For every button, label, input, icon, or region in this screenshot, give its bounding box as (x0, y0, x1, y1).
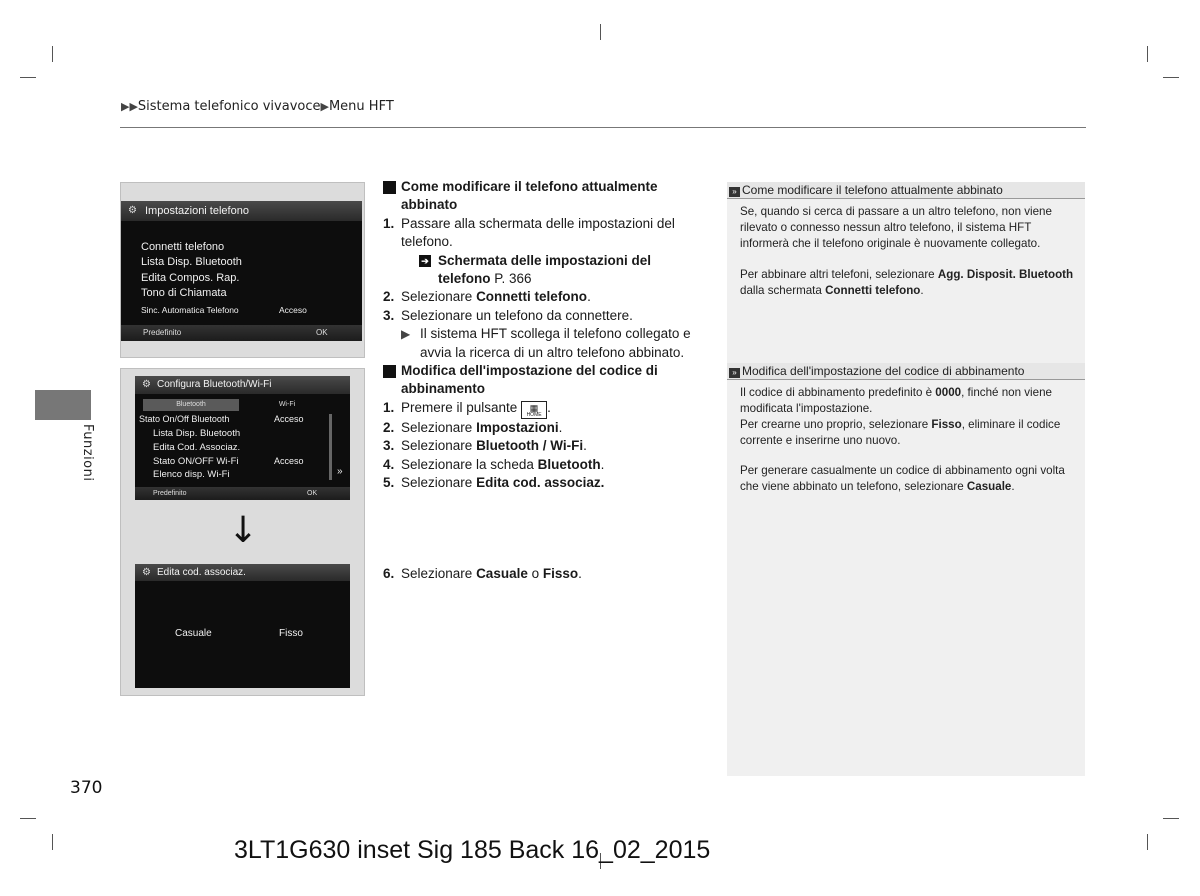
default-label: Predefinito (143, 328, 182, 337)
note-arrow-icon: ▶ (401, 327, 411, 342)
step: 5. Selezionare Edita cod. associaz. (383, 475, 605, 491)
step-note: ▶ Il sistema HFT scollega il telefono collegato e avvia la ricerca di un altro telefono abbinato. (401, 326, 691, 360)
phone-settings-screen (121, 201, 362, 341)
settings-icon: ⚙ (128, 205, 137, 216)
print-slug: 3LT1G630 inset Sig 185 Back 16_02_2015 (234, 836, 711, 864)
default-label: Predefinito (153, 490, 187, 497)
section-marker-icon (383, 365, 396, 378)
down-arrow-icon: ↓ (228, 510, 259, 551)
option-fixed: Fisso (279, 628, 303, 639)
ok-label: OK (316, 328, 328, 337)
chapter-label: Funzioni (80, 424, 95, 482)
menu-item: Edita Compos. Rap. (141, 272, 240, 284)
screen-title: Configura Bluetooth/Wi-Fi (157, 379, 272, 390)
menu-item: Connetti telefono (141, 241, 225, 253)
menu-item: Lista Disp. Bluetooth (141, 256, 242, 268)
screen-title-bar (121, 201, 362, 221)
menu-item: Sinc. Automatica Telefono (141, 305, 239, 315)
menu-item-value: Acceso (274, 456, 304, 466)
breadcrumb-arrow-icon: ▶ (320, 100, 329, 113)
scrollbar (329, 414, 332, 480)
instructions-column (383, 178, 703, 493)
page-number: 370 (70, 778, 103, 798)
ok-label: OK (307, 490, 318, 497)
step: 6. Selezionare Casuale o Fisso. (383, 566, 582, 581)
reference-arrow-icon: ➔ (419, 255, 431, 267)
step: 2. Selezionare Connetti telefono. (383, 289, 591, 305)
note-text: Se, quando si cerca di passare a un altro telefono, non viene rilevato o connesso nessun altro telefono, il sistema HFT informerà che il telefono originale è nuovamente collegato. Per abbinare altri telefoni, selezionare Agg. Disposit. Bluetooth dalla schermata Connetti telefono. (740, 205, 1074, 297)
crop-mark (1163, 818, 1179, 819)
note-heading: » Modifica dell'impostazione del codice di abbinamento (727, 363, 1085, 380)
screen-bottom-bar (121, 325, 362, 341)
crop-mark (1163, 77, 1179, 78)
header-divider (120, 127, 1086, 128)
section-heading: Come modificare il telefono attualmente abbinato (383, 178, 703, 215)
menu-item: Elenco disp. Wi-Fi (153, 469, 230, 480)
cross-reference[interactable]: ➔ Schermata delle impostazioni del telefono P. 366 (383, 252, 703, 289)
menu-item: Tono di Chiamata (141, 287, 227, 299)
breadcrumb-page[interactable]: Menu HFT (328, 99, 394, 114)
pairing-code-screen (135, 564, 350, 688)
crop-mark (20, 818, 36, 819)
tab-wifi: Wi-Fi (278, 401, 296, 408)
breadcrumb-section[interactable]: Sistema telefonico vivavoce (137, 99, 321, 114)
settings-icon: ⚙ (142, 567, 151, 578)
screen-bottom-bar (135, 487, 350, 500)
menu-item: Stato ON/OFF Wi-Fi (153, 456, 239, 467)
section-marker-icon (383, 181, 396, 194)
step: 1. Premere il pulsante ▦ HOME . (383, 399, 551, 418)
step: 3. Selezionare Bluetooth / Wi-Fi. (383, 438, 587, 454)
crop-mark (1147, 834, 1148, 850)
instructions-column (383, 565, 703, 583)
note-marker-icon: » (729, 187, 740, 197)
menu-item: Lista Disp. Bluetooth (153, 428, 241, 439)
step: 3. Selezionare un telefono da connettere. (383, 307, 633, 323)
note-marker-icon: » (729, 368, 740, 378)
menu-item-value: Acceso (274, 414, 304, 424)
note-heading: » Come modificare il telefono attualmente abbinato (727, 182, 1085, 199)
breadcrumb (121, 99, 394, 114)
crop-mark (1147, 46, 1148, 62)
home-button-icon: ▦ HOME (521, 401, 547, 419)
note-text: Il codice di abbinamento predefinito è 0000, finché non viene modificata l'impostazione. Per crearne uno proprio, selezionare Fisso, eliminare il codice corrente e inserirne uno nuovo. Per generare casualmente un codice di abbinamento ogni volta che viene abbinato un telefono, selezionare Casuale. (740, 386, 1065, 493)
menu-item: Stato On/Off Bluetooth (139, 414, 230, 424)
screen-title: Impostazioni telefono (145, 205, 249, 217)
section-heading: Modifica dell'impostazione del codice di abbinamento (383, 362, 703, 399)
step: 2. Selezionare Impostazioni. (383, 419, 563, 435)
bluetooth-wifi-screen (135, 376, 350, 500)
screen-tabs (143, 399, 342, 411)
crop-mark (52, 834, 53, 850)
breadcrumb-arrow-icon: ▶▶ (121, 100, 138, 113)
screen-title-bar (135, 376, 350, 394)
crop-mark (52, 46, 53, 62)
scroll-down-icon: » (337, 466, 343, 477)
step: 4. Selezionare la scheda Bluetooth. (383, 456, 605, 472)
tab-bluetooth: Bluetooth (143, 399, 239, 411)
crop-mark (20, 77, 36, 78)
chapter-tab (35, 390, 91, 420)
notes-panel (727, 182, 1085, 776)
step: 1. Passare alla schermata delle impostazioni del telefono. (383, 215, 675, 250)
screen-title: Edita cod. associaz. (157, 567, 246, 578)
menu-item-value: Acceso (279, 305, 307, 315)
settings-icon: ⚙ (142, 379, 151, 390)
screen-title-bar (135, 564, 350, 581)
option-random: Casuale (175, 628, 212, 639)
crop-mark (600, 24, 601, 40)
menu-item: Edita Cod. Associaz. (153, 442, 241, 453)
